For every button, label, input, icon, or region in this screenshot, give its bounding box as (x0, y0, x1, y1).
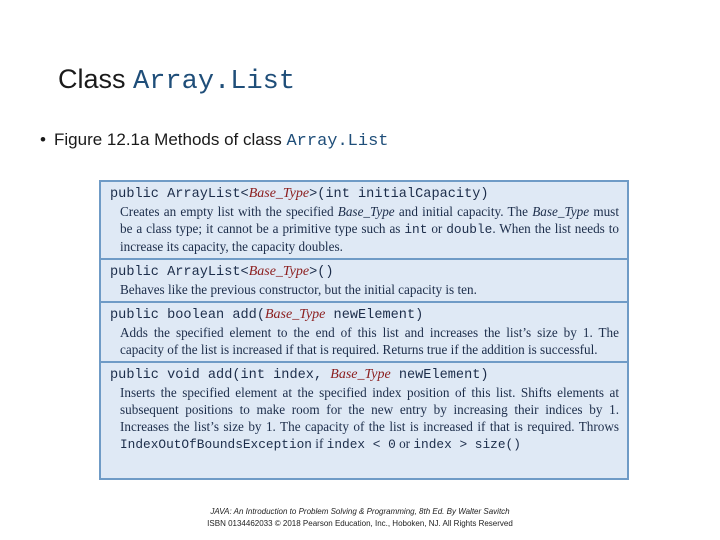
method-row (101, 363, 627, 456)
bullet-code: Array.List (286, 132, 389, 151)
bullet-item (40, 128, 389, 154)
footer-book-line: JAVA: An Introduction to Problem Solving & Programming, 8th Ed. By Walter Savitch (210, 507, 510, 516)
method-table-figure (99, 180, 629, 480)
bullet-text: Figure 12.1a Methods of class (54, 130, 282, 149)
method-description: Behaves like the previous constructor, but the initial capacity is ten. (120, 282, 477, 297)
method-description: Inserts the specified element at the specified index position of this list. Shifts elements at subsequent positions to make room for the new entry by increasing their indices by 1. Increases the list’s size by 1. The capacity of the list is increased if that is required. Throws IndexOutOfBoundsException if index < 0 or index > size() (120, 385, 619, 452)
method-row (101, 182, 627, 260)
slide-title (58, 62, 295, 99)
footer-copyright-line: ISBN 0134462033 © 2018 Pearson Education, Inc., Hoboken, NJ. All Rights Reserved (207, 519, 513, 528)
method-signature: public void add(int index, Base_Type newElement) (110, 367, 489, 383)
slide-title-code: Array.List (133, 67, 296, 97)
slide-title-text: Class (58, 64, 126, 94)
method-row (101, 303, 627, 363)
slide-footer (0, 506, 720, 530)
bullet-dot: • (40, 130, 46, 149)
method-description: Adds the specified element to the end of this list and increases the list’s size by 1. The capacity of the list is increased if that is required. Returns true if the addition is successful. (120, 325, 619, 357)
method-signature: public ArrayList<Base_Type>(int initialCapacity) (110, 186, 489, 202)
method-description: Creates an empty list with the specified Base_Type and initial capacity. The Base_Type must be a class type; it cannot be a primitive type such as int or double. When the list needs to increase its capacity, the capacity doubles. (120, 204, 619, 254)
method-signature: public boolean add(Base_Type newElement) (110, 307, 424, 323)
method-signature: public ArrayList<Base_Type>() (110, 264, 334, 280)
method-row (101, 260, 627, 303)
